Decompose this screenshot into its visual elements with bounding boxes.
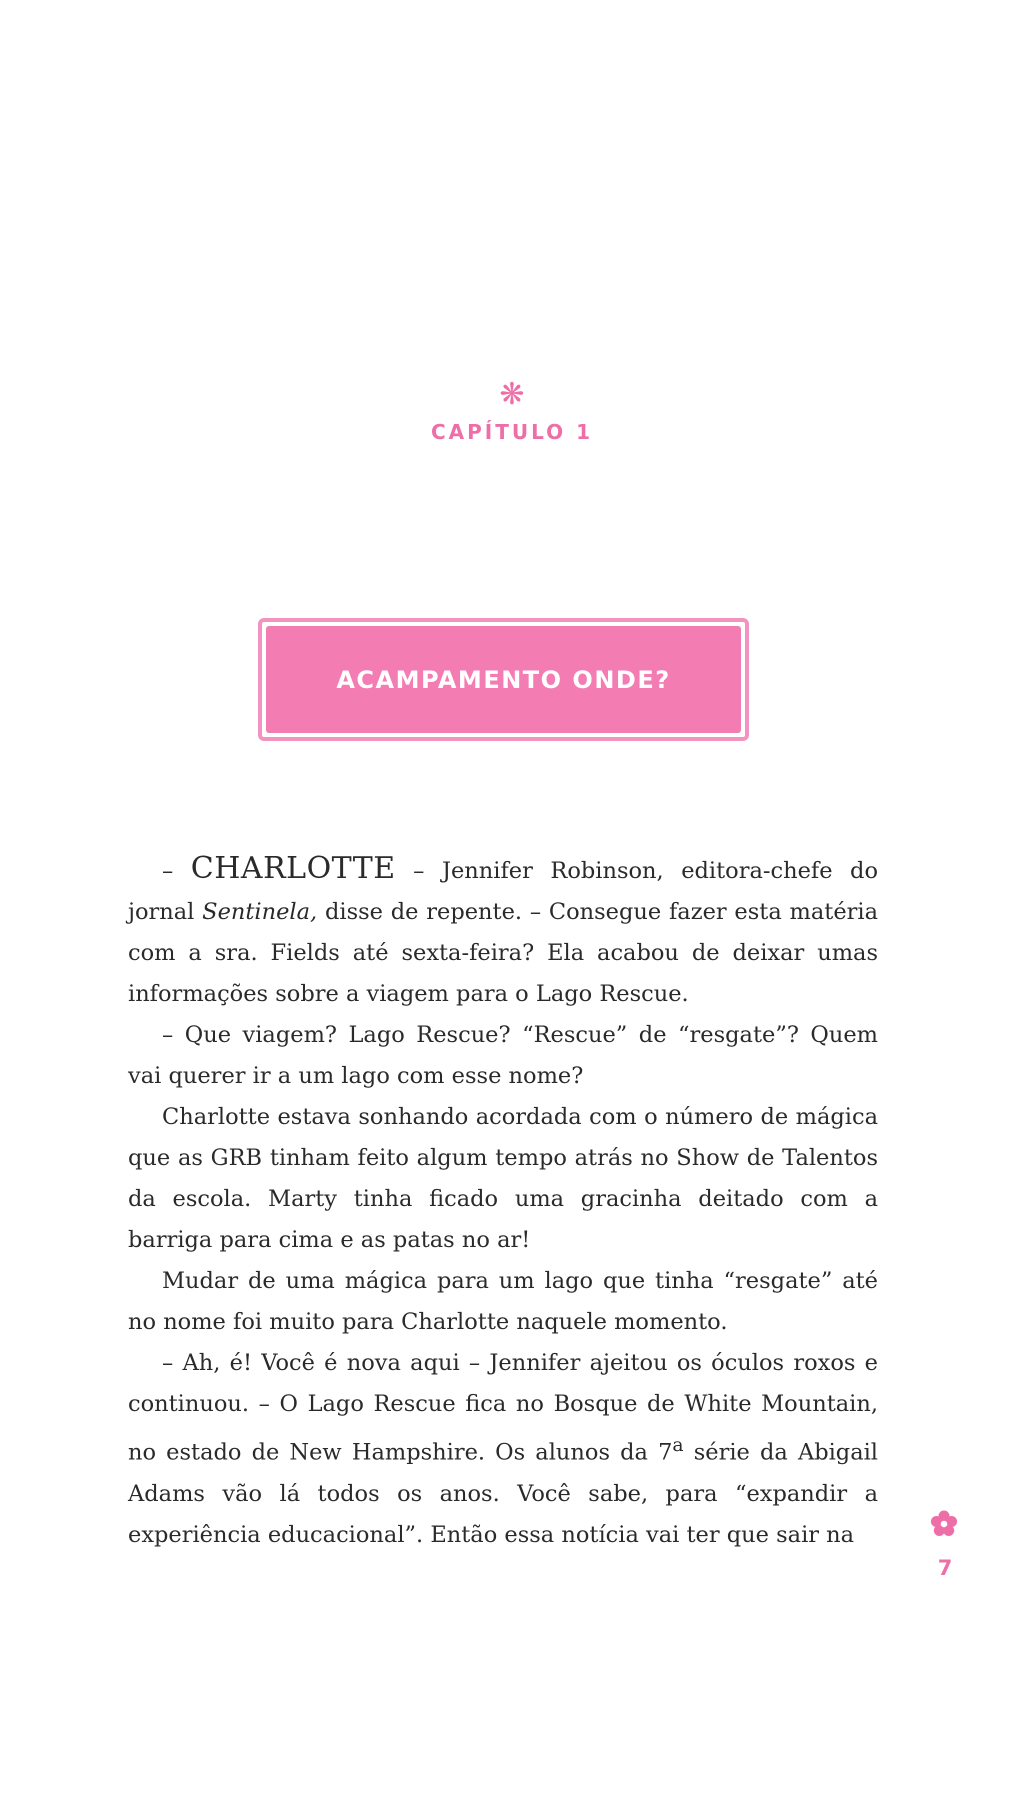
- paragraph-4: Mudar de uma mágica para um lago que tinha “resgate” até no nome foi muito para Charlotte naquele momento.: [128, 1268, 878, 1335]
- paragraph-1-text-a: – Jennifer Robinson, editora-chefe do jornal: [128, 858, 879, 925]
- flower-icon: [930, 1510, 958, 1538]
- page-number: 7: [937, 1556, 953, 1580]
- paragraph-5-text-b: série da Abigail Adams vão lá todos os anos. Você sabe, para “expandir a experiência educacional”. Então essa notícia vai ter que sair na: [128, 1439, 878, 1548]
- body-text: [128, 848, 878, 1556]
- paragraph-1: [128, 848, 878, 1015]
- paragraph-3: Charlotte estava sonhando acordada com o número de mágica que as GRB tinham feito algum tempo atrás no Show de Talentos da escola. Marty tinha ficado uma gracinha deitado com a barriga para cima e as patas no ar!: [128, 1104, 878, 1253]
- chapter-label: CAPÍTULO 1: [430, 420, 594, 444]
- paragraph-1-dash: –: [162, 858, 174, 884]
- paragraph-1-text-b: disse de repente. – Consegue fazer esta matéria com a sra. Fields até sexta-feira? Ela acabou de deixar umas informações sobre a viagem para o Lago Rescue.: [128, 899, 878, 1007]
- chapter-ornament-icon: ❋: [499, 377, 525, 412]
- chapter-title-fill: [266, 626, 741, 733]
- lead-name: CHARLOTTE: [190, 851, 396, 886]
- chapter-title: ACAMPAMENTO ONDE?: [336, 665, 671, 694]
- newspaper-name: Sentinela,: [202, 899, 318, 925]
- paragraph-2: – Que viagem? Lago Rescue? “Rescue” de “resgate”? Quem vai querer ir a um lago com esse nome?: [128, 1022, 878, 1089]
- chapter-title-box: [258, 618, 749, 741]
- ordinal-superscript: a: [672, 1435, 684, 1456]
- paragraph-5-text-a: – Ah, é! Você é nova aqui – Jennifer ajeitou os óculos roxos e continuou. – O Lago Rescue fica no Bosque de White Mountain, no estado de New Hampshire. Os alunos da 7: [128, 1350, 878, 1466]
- paragraph-5: [128, 1343, 878, 1556]
